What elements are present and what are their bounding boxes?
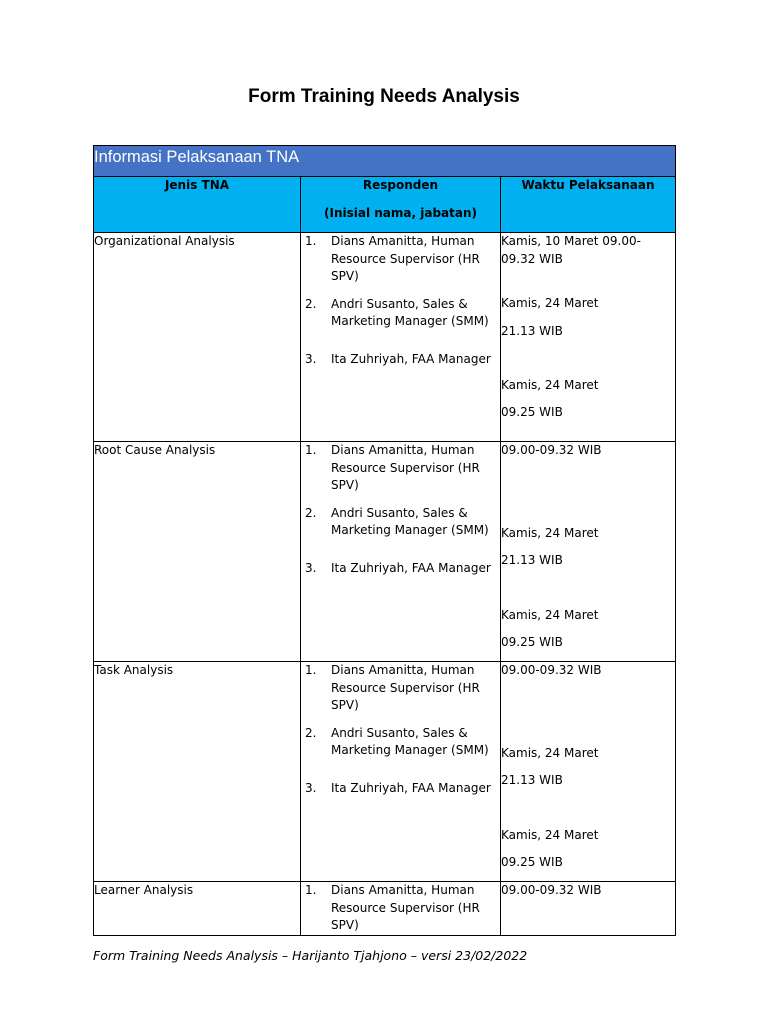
list-number: 3. bbox=[305, 560, 317, 575]
list-number: 1. bbox=[305, 663, 317, 677]
table-row bbox=[94, 442, 676, 662]
responden-text: Andri Susanto, Sales & Marketing Manager (SMM) bbox=[331, 296, 489, 328]
waktu-line: 09.25 WIB bbox=[501, 404, 563, 419]
responden-cell bbox=[301, 442, 501, 662]
list-item bbox=[301, 233, 500, 286]
list-number: 2. bbox=[305, 725, 317, 740]
responden-text: Ita Zuhriyah, FAA Manager bbox=[331, 351, 491, 366]
list-item bbox=[301, 505, 500, 540]
responden-text: Dians Amanitta, Human Resource Supervisor (HR SPV) bbox=[331, 443, 480, 492]
list-item bbox=[301, 662, 500, 715]
waktu-line: Kamis, 10 Maret 09.00-09.32 WIB bbox=[501, 234, 641, 266]
list-number: 2. bbox=[305, 505, 317, 520]
list-item bbox=[301, 296, 500, 331]
waktu-line: Kamis, 24 Maret bbox=[501, 827, 599, 842]
jenis-tna-cell: Root Cause Analysis bbox=[94, 442, 301, 662]
waktu-line: Kamis, 24 Maret bbox=[501, 525, 599, 540]
responden-text: Andri Susanto, Sales & Marketing Manager (SMM) bbox=[331, 725, 489, 757]
header-waktu-pelaksanaan: Waktu Pelaksanaan bbox=[501, 177, 676, 233]
tna-table bbox=[93, 145, 676, 936]
header-responden-sub: (Inisial nama, jabatan) bbox=[324, 205, 477, 220]
waktu-line: 09.00-09.32 WIB bbox=[501, 883, 602, 897]
list-item bbox=[301, 560, 500, 578]
jenis-tna-cell: Task Analysis bbox=[94, 662, 301, 882]
waktu-line: 09.25 WIB bbox=[501, 855, 563, 869]
responden-list bbox=[301, 882, 500, 935]
page-footer: Form Training Needs Analysis – Harijanto Tjahjono – versi 23/02/2022 bbox=[93, 948, 528, 963]
jenis-tna-cell: Learner Analysis bbox=[94, 882, 301, 936]
responden-list bbox=[301, 442, 500, 577]
list-item bbox=[301, 351, 500, 369]
table-row bbox=[94, 233, 676, 442]
list-item bbox=[301, 442, 500, 495]
section-title: Informasi Pelaksanaan TNA bbox=[94, 146, 676, 177]
list-number: 1. bbox=[305, 234, 317, 248]
list-number: 1. bbox=[305, 883, 317, 897]
waktu-line: Kamis, 24 Maret bbox=[501, 296, 599, 310]
list-item bbox=[301, 882, 500, 935]
responden-text: Ita Zuhriyah, FAA Manager bbox=[331, 780, 491, 795]
waktu-line: Kamis, 24 Maret bbox=[501, 745, 599, 760]
header-responden bbox=[301, 177, 501, 233]
waktu-line: 21.13 WIB bbox=[501, 553, 563, 567]
responden-text: Ita Zuhriyah, FAA Manager bbox=[331, 560, 491, 575]
list-number: 3. bbox=[305, 351, 317, 366]
header-responden-label: Responden bbox=[362, 178, 439, 192]
waktu-line: 09.25 WIB bbox=[501, 635, 563, 649]
waktu-line: 21.13 WIB bbox=[501, 323, 563, 338]
responden-list bbox=[301, 233, 500, 368]
list-number: 1. bbox=[305, 443, 317, 457]
waktu-line: Kamis, 24 Maret bbox=[501, 607, 599, 622]
responden-cell bbox=[301, 882, 501, 936]
column-header-row bbox=[94, 177, 676, 233]
responden-cell bbox=[301, 233, 501, 442]
table-row bbox=[94, 882, 676, 936]
waktu-cell bbox=[501, 662, 676, 882]
responden-text: Dians Amanitta, Human Resource Supervisor (HR SPV) bbox=[331, 883, 480, 932]
waktu-cell bbox=[501, 442, 676, 662]
responden-text: Dians Amanitta, Human Resource Supervisor (HR SPV) bbox=[331, 663, 480, 712]
list-number: 3. bbox=[305, 780, 317, 795]
list-item bbox=[301, 780, 500, 798]
page-title: Form Training Needs Analysis bbox=[248, 86, 520, 107]
waktu-line: 09.00-09.32 WIB bbox=[501, 443, 602, 457]
list-number: 2. bbox=[305, 296, 317, 311]
table-row bbox=[94, 662, 676, 882]
responden-text: Andri Susanto, Sales & Marketing Manager (SMM) bbox=[331, 505, 489, 537]
responden-text: Dians Amanitta, Human Resource Supervisor (HR SPV) bbox=[331, 234, 480, 283]
responden-list bbox=[301, 662, 500, 797]
waktu-line: 21.13 WIB bbox=[501, 773, 563, 787]
waktu-line: 09.00-09.32 WIB bbox=[501, 663, 602, 677]
section-header-row bbox=[94, 146, 676, 177]
responden-cell bbox=[301, 662, 501, 882]
jenis-tna-cell: Organizational Analysis bbox=[94, 233, 301, 442]
waktu-cell bbox=[501, 233, 676, 442]
waktu-line: Kamis, 24 Maret bbox=[501, 378, 599, 392]
list-item bbox=[301, 725, 500, 760]
waktu-cell bbox=[501, 882, 676, 936]
header-jenis-tna: Jenis TNA bbox=[94, 177, 301, 233]
